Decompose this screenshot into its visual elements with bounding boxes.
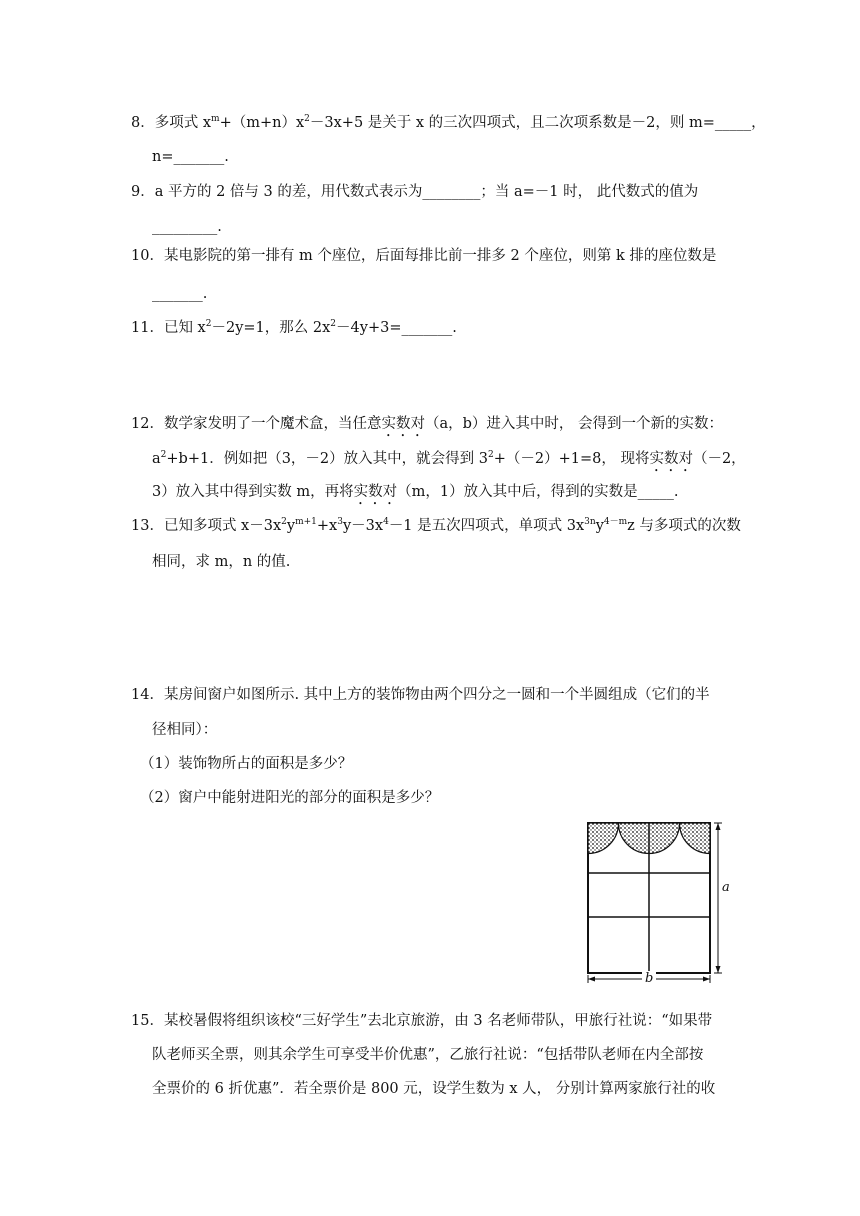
q15-line-2: 队老师买全票，则其余学生可享受半价优惠”，乙旅行社说：“包括带队老师在内全部按 <box>152 1047 704 1063</box>
q15-line-1: 15．某校暑假将组织该校“三好学生”去北京旅游，由 3 名老师带队，甲旅行社说：“如果带 <box>131 1013 713 1029</box>
q14-line-2: 径相同）： <box>152 722 218 738</box>
emphasis-text: 实数对 <box>381 416 425 432</box>
q13-line-2: 相同，求 m，n 的值. <box>152 554 291 570</box>
q12-number: 12． <box>131 416 164 432</box>
q13-number: 13． <box>131 518 164 534</box>
q11-line: 11．已知 $x^2-2y=1$，那么 $2x^2-4y+3=\_\_\_\_\_\_\_$. <box>131 319 457 336</box>
q10-line-2: _______. <box>152 286 208 302</box>
emphasis-text: 实数对 <box>353 484 398 500</box>
q14-part-1: （1）装饰物所占的面积是多少？ <box>140 756 353 772</box>
label-a: a <box>722 880 730 895</box>
window-figure <box>580 815 740 985</box>
q8-line-1: 8．多项式 $x^m+(m+n)x^2-3x+5$ 是关于 x 的三次四项式，且二次项系数是－2，则 m=_____， <box>131 114 766 131</box>
emphasis-text: 实数对 <box>649 451 693 467</box>
q9-number: 9． <box>131 184 155 200</box>
q13-line-1: 13．已知多项式 $x-3x^2y^{m+1}+x^3y-3x^4-1$ 是五次四项式，单项式 $3x^{3n}y^{4-m}z$ 与多项式的次数 <box>131 517 741 534</box>
q15-number: 15． <box>131 1013 164 1029</box>
q14-part-2: （2）窗户中能射进阳光的部分的面积是多少？ <box>140 790 440 806</box>
q14-number: 14． <box>131 687 164 703</box>
q9-line-1: 9．a 平方的 2 倍与 3 的差，用代数式表示为________；当 a=－1 时， 此代数式的值为 <box>131 184 699 200</box>
q11-number: 11． <box>131 320 164 336</box>
label-b: b <box>645 971 654 985</box>
q12-line-3: 3）放入其中得到实数 m，再将实数对（m，1）放入其中后，得到的实数是_____. <box>152 484 679 500</box>
q12-line-2: $a^2+b+1$．例如把（3，－2）放入其中，就会得到 $3^2+(-2)+1=8$， 现将实数对（－2， <box>152 450 746 467</box>
q8-number: 8． <box>131 115 155 131</box>
q10-number: 10． <box>131 248 164 264</box>
q10-line-1: 10．某电影院的第一排有 m 个座位，后面每排比前一排多 2 个座位，则第 k 排的座位数是 <box>131 248 717 264</box>
q15-line-3: 全票价的 6 折优惠”．若全票价是 800 元，设学生数为 x 人， 分别计算两家旅行社的收 <box>152 1081 716 1097</box>
q12-line-1: 12．数学家发明了一个魔术盒，当任意实数对（a，b）进入其中时， 会得到一个新的实数： <box>131 416 723 432</box>
q9-line-2: _________. <box>152 219 222 235</box>
q8-line-2: n=_______. <box>152 149 229 165</box>
q14-line-1: 14．某房间窗户如图所示. 其中上方的装饰物由两个四分之一圆和一个半圆组成（它们的半 <box>131 687 710 703</box>
